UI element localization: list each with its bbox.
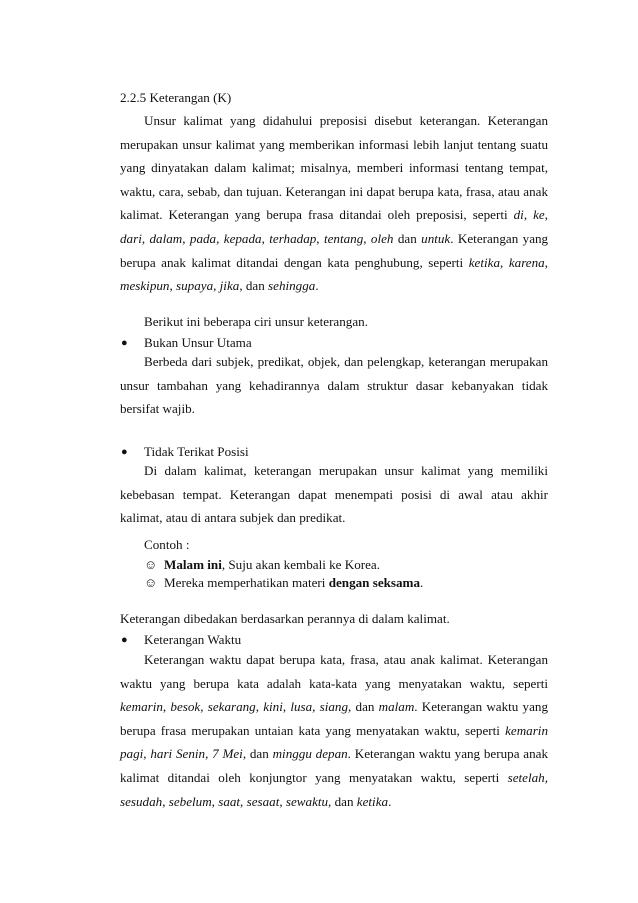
intro-text-2: Keterangan yang berupa anak kalimat ditandai dengan kata penghubung, seperti	[120, 230, 549, 270]
ciri-intro: Berikut ini beberapa ciri unsur keterangan.	[144, 314, 368, 329]
dibedakan-text: Keterangan dibedakan berdasarkan perannya di dalam kalimat.	[120, 611, 450, 626]
contoh-label: Contoh :	[144, 537, 190, 552]
smiley-icon: ☺	[144, 575, 158, 590]
waktu-text-1: Keterangan waktu dapat berupa kata, frasa, atau anak kalimat. Keterangan waktu yang berupa kata adalah kata-kata yang menyatakan waktu, seperti	[120, 652, 548, 691]
waktu-text-2: . Keterangan waktu yang berupa frasa merupakan untaian kata yang menyatakan waktu, seperti	[120, 699, 548, 738]
tidak-title: Tidak Terikat Posisi	[144, 444, 249, 459]
example-2: Mereka memperhatikan materi dengan seksama.	[164, 575, 424, 590]
tidak-paragraph: Di dalam kalimat, keterangan merupakan unsur kalimat yang memiliki kebebasan tempat. Keterangan dapat menempati posisi di awal atau akhir kalimat, atau di antara subjek dan predikat.	[120, 463, 548, 526]
prep-terhadap: terhadap	[269, 230, 317, 246]
bullet-icon: ●	[121, 446, 128, 458]
example-1: Malam ini, Suju akan kembali ke Korea.	[164, 557, 381, 572]
conj-meskipun: meskipun	[120, 278, 170, 294]
conj-jika: jika	[219, 278, 240, 294]
prep-kepada: kepada	[223, 230, 262, 246]
intro-paragraph: Unsur kalimat yang didahului preposisi disebut keterangan. Keterangan merupakan unsur kalimat yang memberikan informasi lebih lanjut tentang suatu yang dinyatakan dalam kalimat; misalnya, memberi informasi tentang tempat, waktu, cara, sebab, dan tujuan. Keterangan ini dapat berupa kata, frasa, atau anak kalimat. Keterangan yang berupa frasa ditandai oleh preposisi, seperti di, ke, dari, dalam, pada, kepada, terhadap, tentang, oleh dan untuk. Keterangan yang berupa anak kalimat ditandai dengan kata penghubung, seperti ketika, karena, meskipun, supaya, jika, dan sehingga.	[120, 113, 549, 294]
bullet-icon: ●	[121, 337, 128, 349]
prep-di: di	[513, 207, 524, 223]
example-2-keterangan: dengan seksama	[328, 575, 421, 590]
prep-tentang: tentang	[323, 230, 364, 246]
conj-ketika: ketika	[468, 254, 501, 270]
prep-untuk: untuk	[421, 230, 451, 246]
prep-pada: pada	[189, 230, 217, 246]
bukan-paragraph: Berbeda dari subjek, predikat, objek, dan pelengkap, keterangan merupakan unsur tambahan yang kehadirannya dalam struktur dasar kebanyakan tidak bersifat wajib.	[120, 354, 548, 417]
intro-text-1: Unsur kalimat yang didahului preposisi disebut keterangan. Keterangan merupakan unsur kalimat yang memberikan informasi lebih lanjut tentang suatu yang dinyatakan dalam kalimat; misalnya, memberi informasi tentang tempat, waktu, cara, sebab, dan tujuan. Keterangan ini dapat berupa kata, frasa, atau anak kalimat. Keterangan yang berupa frasa ditandai oleh preposisi, seperti	[120, 113, 548, 223]
bukan-title: Bukan Unsur Utama	[144, 335, 252, 350]
bullet-icon: ●	[121, 634, 128, 646]
smiley-icon: ☺	[144, 557, 158, 572]
prep-dari: dari	[120, 230, 142, 246]
prep-oleh: oleh	[370, 230, 394, 246]
waktu-text-3: . Keterangan waktu yang berupa anak kalimat ditandai oleh konjungtor yang menyatakan waktu, seperti	[120, 746, 549, 785]
conj-karena: karena	[508, 254, 545, 270]
example-1-keterangan: Malam ini	[164, 557, 222, 572]
conj-supaya: supaya	[176, 278, 214, 294]
waktu-title: Keterangan Waktu	[144, 632, 242, 647]
prep-dalam: dalam	[149, 230, 183, 246]
conj-sehingga: sehingga	[268, 278, 316, 294]
waktu-paragraph: Keterangan waktu dapat berupa kata, frasa, atau anak kalimat. Keterangan waktu yang berupa kata adalah kata-kata yang menyatakan waktu, seperti kemarin, besok, sekarang, kini, lusa, siang, dan malam. Keterangan waktu yang berupa frasa merupakan untaian kata yang menyatakan waktu, seperti kemarin pagi, hari Senin, 7 Mei, dan minggu depan. Keterangan waktu yang berupa anak kalimat ditandai oleh konjungtor yang menyatakan waktu, seperti setelah, sesudah, sebelum, saat, sesaat, sewaktu, dan ketika.	[120, 652, 549, 809]
prep-ke: ke	[533, 207, 545, 223]
section-heading: 2.2.5 Keterangan (K)	[120, 90, 232, 105]
